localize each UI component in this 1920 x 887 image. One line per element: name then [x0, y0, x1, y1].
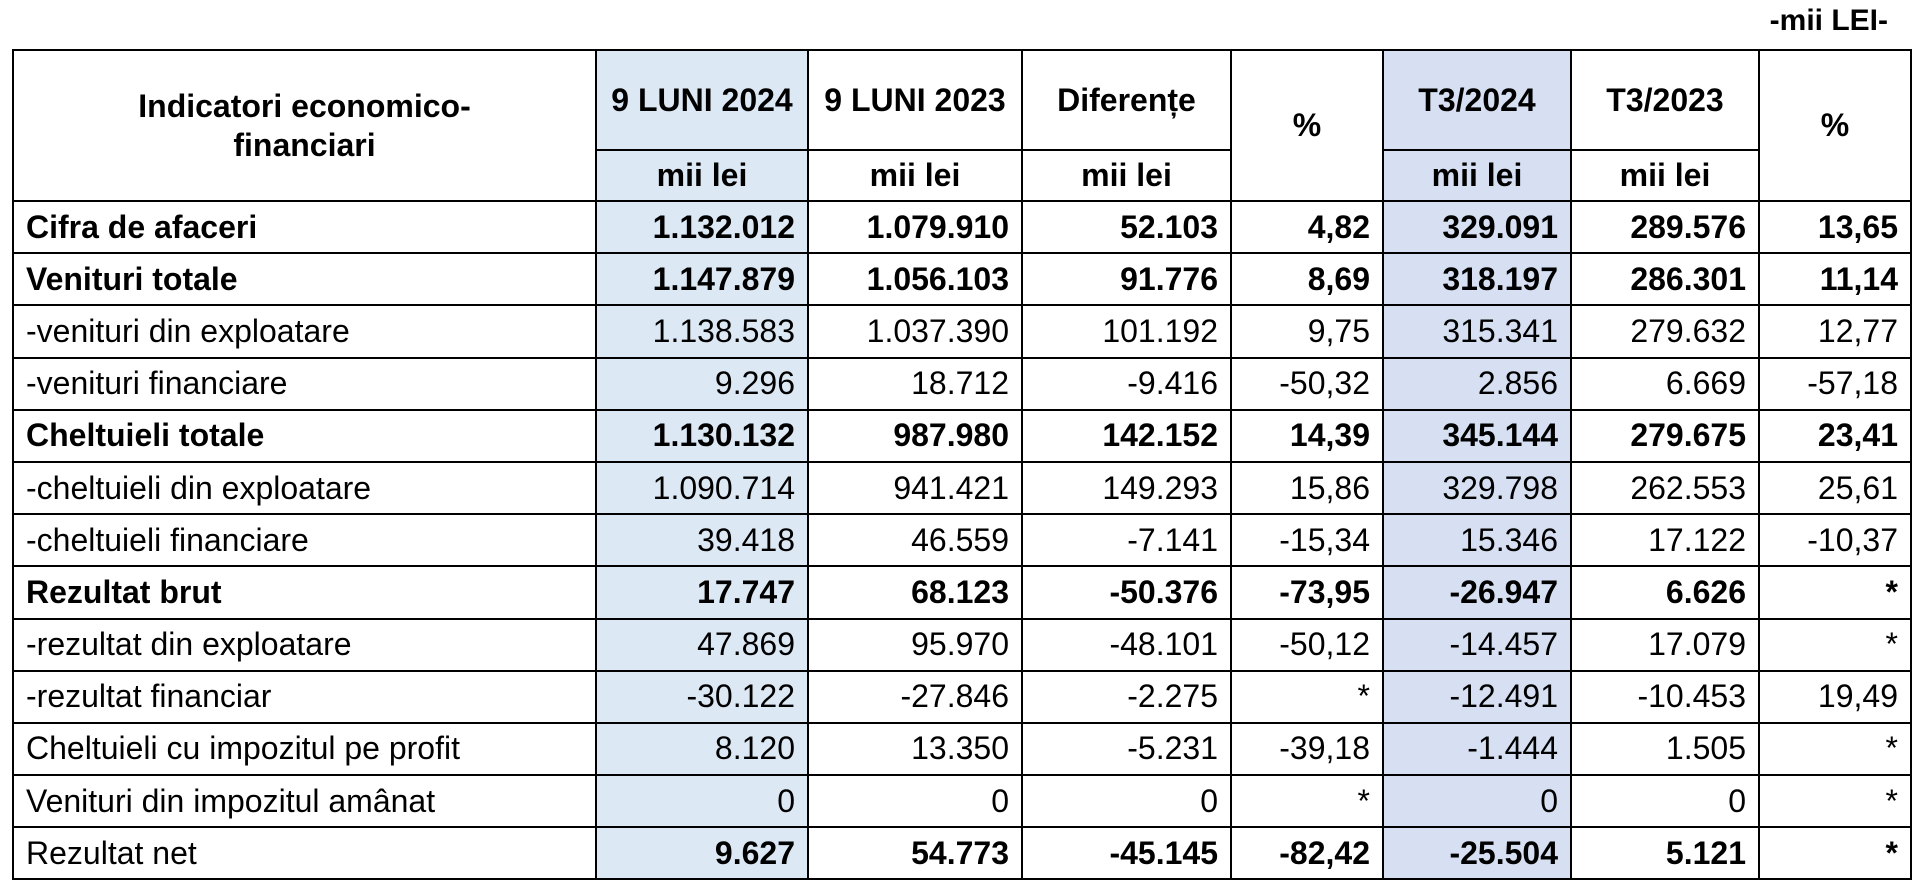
row-value: 0 — [596, 775, 808, 827]
row-label: -venituri din exploatare — [13, 305, 596, 357]
row-value: 279.632 — [1571, 305, 1759, 357]
row-value: -27.846 — [808, 671, 1022, 723]
row-value: -25.504 — [1383, 827, 1571, 879]
row-value: 286.301 — [1571, 253, 1759, 305]
row-label: Venituri din impozitul amânat — [13, 775, 596, 827]
unit-note: -mii LEI- — [1769, 4, 1888, 37]
row-value: * — [1231, 671, 1383, 723]
row-value: -14.457 — [1383, 619, 1571, 671]
row-value: -73,95 — [1231, 566, 1383, 618]
row-value: 17.122 — [1571, 514, 1759, 566]
row-value: -30.122 — [596, 671, 808, 723]
row-value: * — [1759, 775, 1911, 827]
row-value: 987.980 — [808, 410, 1022, 462]
row-value: 6.669 — [1571, 358, 1759, 410]
row-value: -10.453 — [1571, 671, 1759, 723]
table-row — [13, 775, 1911, 827]
table-row — [13, 253, 1911, 305]
row-value: 1.132.012 — [596, 201, 808, 253]
row-value: 941.421 — [808, 462, 1022, 514]
row-value: 17.747 — [596, 566, 808, 618]
header-t3-2024: T3/2024 — [1383, 50, 1571, 150]
row-value: 315.341 — [1383, 305, 1571, 357]
row-value: 13,65 — [1759, 201, 1911, 253]
row-value: 19,49 — [1759, 671, 1911, 723]
row-value: * — [1759, 827, 1911, 879]
row-value: 2.856 — [1383, 358, 1571, 410]
row-value: 262.553 — [1571, 462, 1759, 514]
row-value: 5.121 — [1571, 827, 1759, 879]
row-value: -45.145 — [1022, 827, 1231, 879]
row-value: -82,42 — [1231, 827, 1383, 879]
row-value: 289.576 — [1571, 201, 1759, 253]
table-row — [13, 410, 1911, 462]
row-value: -39,18 — [1231, 723, 1383, 775]
row-value: 4,82 — [1231, 201, 1383, 253]
header-9luni-2023: 9 LUNI 2023 — [808, 50, 1022, 150]
table-row — [13, 305, 1911, 357]
table-row — [13, 619, 1911, 671]
row-value: 9.296 — [596, 358, 808, 410]
table-row — [13, 566, 1911, 618]
row-value: 101.192 — [1022, 305, 1231, 357]
table-row — [13, 827, 1911, 879]
row-value: 8.120 — [596, 723, 808, 775]
row-value: 0 — [1383, 775, 1571, 827]
row-value: 18.712 — [808, 358, 1022, 410]
header-9luni-2024: 9 LUNI 2024 — [596, 50, 808, 150]
table-row — [13, 358, 1911, 410]
row-value: 9.627 — [596, 827, 808, 879]
row-value: 1.079.910 — [808, 201, 1022, 253]
row-value: 6.626 — [1571, 566, 1759, 618]
row-value: 149.293 — [1022, 462, 1231, 514]
row-value: 0 — [808, 775, 1022, 827]
row-value: 12,77 — [1759, 305, 1911, 357]
header-percent-9luni: % — [1231, 50, 1383, 201]
row-value: -1.444 — [1383, 723, 1571, 775]
row-value: -57,18 — [1759, 358, 1911, 410]
row-value: * — [1759, 723, 1911, 775]
row-label: -rezultat financiar — [13, 671, 596, 723]
row-value: 95.970 — [808, 619, 1022, 671]
row-value: 17.079 — [1571, 619, 1759, 671]
row-label: -cheltuieli din exploatare — [13, 462, 596, 514]
row-value: 279.675 — [1571, 410, 1759, 462]
row-value: -9.416 — [1022, 358, 1231, 410]
unit-cell: mii lei — [1571, 150, 1759, 201]
unit-cell: mii lei — [1383, 150, 1571, 201]
row-label: Rezultat brut — [13, 566, 596, 618]
row-value: -10,37 — [1759, 514, 1911, 566]
row-value: -50,32 — [1231, 358, 1383, 410]
row-value: 329.798 — [1383, 462, 1571, 514]
row-value: 39.418 — [596, 514, 808, 566]
row-value: 47.869 — [596, 619, 808, 671]
row-value: 329.091 — [1383, 201, 1571, 253]
table-row — [13, 201, 1911, 253]
table-row — [13, 671, 1911, 723]
unit-cell: mii lei — [1022, 150, 1231, 201]
row-value: -26.947 — [1383, 566, 1571, 618]
row-label: Venituri totale — [13, 253, 596, 305]
row-value: 9,75 — [1231, 305, 1383, 357]
row-value: 15.346 — [1383, 514, 1571, 566]
row-value: 11,14 — [1759, 253, 1911, 305]
row-value: 0 — [1022, 775, 1231, 827]
row-value: 46.559 — [808, 514, 1022, 566]
header-t3-2023: T3/2023 — [1571, 50, 1759, 150]
row-label: -cheltuieli financiare — [13, 514, 596, 566]
table-row — [13, 462, 1911, 514]
unit-cell: mii lei — [596, 150, 808, 201]
row-value: -50,12 — [1231, 619, 1383, 671]
header-indicators: Indicatori economico-financiari — [13, 50, 596, 201]
row-value: * — [1759, 566, 1911, 618]
row-value: 13.350 — [808, 723, 1022, 775]
header-diferente: Diferențe — [1022, 50, 1231, 150]
row-label: Cheltuieli totale — [13, 410, 596, 462]
row-value: 25,61 — [1759, 462, 1911, 514]
header-row — [13, 50, 1911, 150]
row-label: Cifra de afaceri — [13, 201, 596, 253]
row-value: 318.197 — [1383, 253, 1571, 305]
row-label: Rezultat net — [13, 827, 596, 879]
financial-indicators-table — [12, 49, 1912, 880]
row-value: * — [1759, 619, 1911, 671]
row-value: 54.773 — [808, 827, 1022, 879]
row-value: 23,41 — [1759, 410, 1911, 462]
row-value: 8,69 — [1231, 253, 1383, 305]
row-value: -15,34 — [1231, 514, 1383, 566]
row-value: 345.144 — [1383, 410, 1571, 462]
row-value: 1.037.390 — [808, 305, 1022, 357]
row-value: 1.056.103 — [808, 253, 1022, 305]
row-value: 1.130.132 — [596, 410, 808, 462]
row-value: 1.505 — [1571, 723, 1759, 775]
row-value: 15,86 — [1231, 462, 1383, 514]
row-value: * — [1231, 775, 1383, 827]
row-value: -12.491 — [1383, 671, 1571, 723]
header-percent-t3: % — [1759, 50, 1911, 201]
row-value: -7.141 — [1022, 514, 1231, 566]
row-value: 14,39 — [1231, 410, 1383, 462]
row-value: 52.103 — [1022, 201, 1231, 253]
row-value: -5.231 — [1022, 723, 1231, 775]
row-value: 0 — [1571, 775, 1759, 827]
table-row — [13, 514, 1911, 566]
row-value: 91.776 — [1022, 253, 1231, 305]
row-value: 1.138.583 — [596, 305, 808, 357]
row-label: Cheltuieli cu impozitul pe profit — [13, 723, 596, 775]
row-value: 68.123 — [808, 566, 1022, 618]
unit-cell: mii lei — [808, 150, 1022, 201]
row-value: -2.275 — [1022, 671, 1231, 723]
row-value: 1.090.714 — [596, 462, 808, 514]
row-value: 142.152 — [1022, 410, 1231, 462]
table-row — [13, 723, 1911, 775]
table-body — [13, 201, 1911, 879]
row-value: -48.101 — [1022, 619, 1231, 671]
row-value: -50.376 — [1022, 566, 1231, 618]
row-value: 1.147.879 — [596, 253, 808, 305]
row-label: -rezultat din exploatare — [13, 619, 596, 671]
row-label: -venituri financiare — [13, 358, 596, 410]
